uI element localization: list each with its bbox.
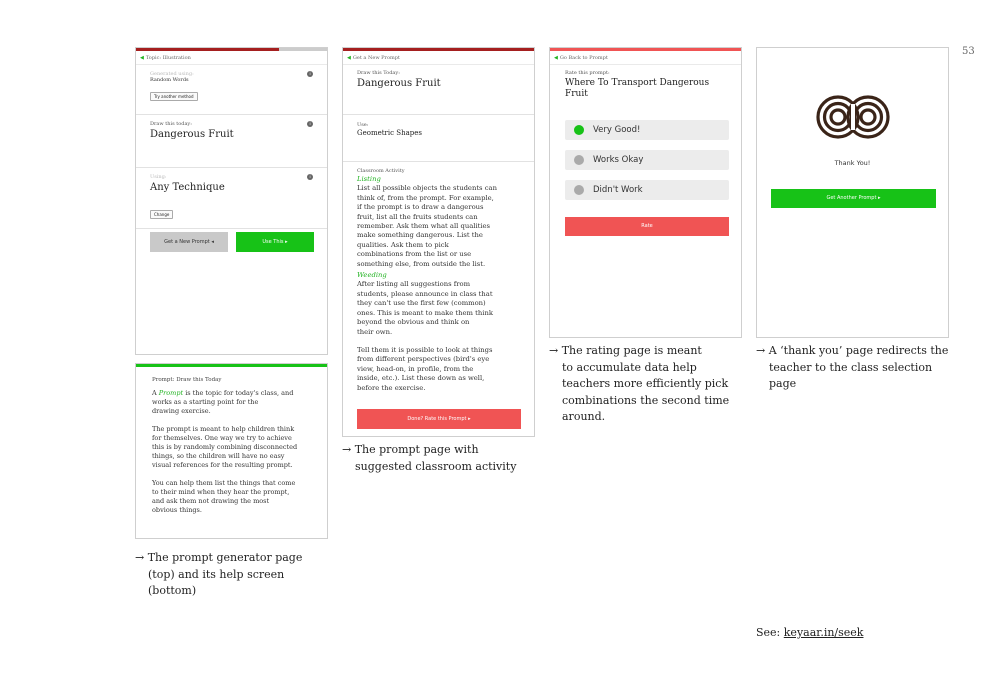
caption-rating [549,343,729,426]
listing-line: List all possible objects the students can [357,184,497,193]
help-p2-line5: visual references for the resulting prompt. [152,461,293,469]
use-section [343,115,534,162]
info-icon[interactable]: i [307,121,313,127]
weeding-line: After listing all suggestions from [357,280,471,289]
use-value: Geometric Shapes [357,129,422,137]
caption-line: page [769,377,797,390]
caption-line: → A ‘thank you’ page redirects the [756,344,949,357]
option-works-okay[interactable] [565,150,729,170]
help-p2-line3: this is by randomly combining disconnected [152,443,298,451]
weeding-line: ones. This is meant to make them think [357,308,493,317]
extra-line: view, head-on, in profile, from the [357,364,474,373]
draw-section [136,115,327,168]
change-button[interactable]: Change [150,210,173,219]
help-term: Prompt [158,389,184,397]
weeding-heading: Weeding [357,271,387,280]
thank-you-text: Thank You! [834,159,871,167]
caption-line: around. [562,410,606,423]
draw-label: Draw this Today: [357,70,400,76]
option-didnt-work[interactable] [565,180,729,200]
get-another-prompt-button[interactable]: Get Another Prompt ▸ [771,189,936,208]
extra-line: Tell them it is possible to look at things [357,345,493,354]
help-p3-line3: and ask them not drawing the most [152,497,270,505]
caption-line: → The prompt page with [342,443,479,456]
option-label: Very Good! [593,125,641,135]
info-icon[interactable]: i [307,71,313,77]
listing-line: make something dangerous. List the [357,231,483,240]
see-label: See: [756,626,781,639]
radio-icon [574,185,584,195]
weeding-line: students, please announce in class that [357,289,493,298]
help-p2-line2: for themselves. One way we try to achieve [152,434,292,442]
help-p1-line2: works as a starting point for the [152,398,259,406]
extra-line: from different perspectives (bird's eye [357,355,490,364]
rate-button[interactable]: Rate [565,217,729,236]
caption-line: to accumulate data help [562,360,697,374]
help-p1-pre: A [152,389,159,397]
weeding-line: they can't use the first few (common) [357,299,486,308]
listing-line: something else, from outside the list. [357,259,486,268]
new-prompt-button[interactable]: Get a New Prompt ◂ [150,232,228,252]
extra-line: before the exercise. [357,383,426,392]
use-this-button[interactable]: Use This ▸ [236,232,314,252]
see-reference [756,626,863,639]
draw-value: Dangerous Fruit [150,129,234,140]
nav-back-prompt[interactable] [550,51,741,65]
back-arrow-icon: ◀ [140,55,144,61]
page-number: 53 [962,46,975,57]
nav-topic[interactable] [136,51,327,65]
using-value: Any Technique [150,182,225,193]
help-body [136,383,327,515]
help-p1-line1: is the topic for today's class, and [185,389,294,397]
listing-heading: Listing [357,175,381,183]
caption-line: → The prompt generator page [135,551,303,564]
caption-line: suggested classroom activity [355,459,517,473]
caption-prompt [342,442,516,475]
help-p2-line4: things, so the children will have no easy [152,452,285,460]
listing-line: combinations from the list or use [357,250,472,259]
caption-line: (bottom) [148,584,197,597]
using-section [136,168,327,229]
caption-line: → The rating page is meant [549,344,702,357]
listing-line: remember. Ask them what all qualities [357,222,491,231]
help-p1-line3: drawing exercise. [152,407,211,415]
option-label: Didn't Work [593,185,643,195]
thanks-screen [756,47,949,338]
see-link[interactable]: keyaar.in/seek [783,626,864,639]
option-very-good[interactable] [565,120,729,140]
listing-line: fruit, list all the fruits students can [357,212,478,221]
generated-value: Random Words [150,77,189,83]
rating-screen [549,47,742,338]
nav-label: Get a New Prompt [352,55,400,61]
rating-header [550,65,741,100]
help-title: Prompt: Draw this Today [152,377,222,383]
caption-line: teacher to the class selection [769,360,933,374]
draw-label: Draw this today: [150,121,192,127]
weeding-line: their own. [357,327,393,336]
activity-label: Classroom Activity [357,168,405,174]
help-p2-line1: The prompt is meant to help children think [152,425,295,433]
activity-section [343,162,534,393]
caption-line: combinations the second time [562,393,730,407]
radio-icon [574,155,584,165]
done-rate-button[interactable]: Done? Rate this Prompt ▸ [357,409,521,429]
back-arrow-icon: ◀ [347,55,351,61]
info-icon[interactable]: i [307,174,313,180]
nav-label: Topic: Illustration [145,55,191,61]
caption-thanks [756,343,948,393]
keyaar-logo-icon [815,94,891,140]
help-p3-line2: to their mind when they hear the prompt, [152,488,290,496]
generated-label: Generated using: [150,71,194,77]
generated-section [136,65,327,115]
use-label: Use: [357,122,369,128]
listing-line: think of, from the prompt. For example, [357,193,494,202]
using-label: Using: [150,174,167,180]
rate-label: Rate this prompt: [565,70,610,76]
option-label: Works Okay [593,155,644,165]
rating-title-line1: Where To Transport Dangerous [565,78,710,88]
listing-line: if the prompt is to draw a dangerous [357,203,484,212]
caption-generator [135,550,302,600]
help-p3-line4: obvious things. [152,506,202,514]
extra-line: inside, etc.). List these down as well, [357,374,485,383]
try-another-button[interactable]: Try another method [150,92,198,101]
help-screen [135,363,328,539]
prompt-screen [342,47,535,437]
help-p3-line1: You can help them list the things that come [152,479,296,487]
activity-body [357,175,534,393]
caption-line: teachers more efficiently pick [562,377,729,390]
draw-value: Dangerous Fruit [357,78,441,89]
generator-screen [135,47,328,355]
caption-line: (top) and its help screen [148,567,285,581]
back-arrow-icon: ◀ [554,55,558,61]
nav-label: Go Back to Prompt [559,55,608,61]
weeding-line: beyond the obvious and think on [357,318,470,327]
selected-radio-icon [574,125,584,135]
listing-line: qualities. Ask them to pick [357,240,449,249]
draw-section [343,65,534,115]
rating-title-line2: Fruit [565,89,588,99]
nav-new-prompt[interactable] [343,51,534,65]
